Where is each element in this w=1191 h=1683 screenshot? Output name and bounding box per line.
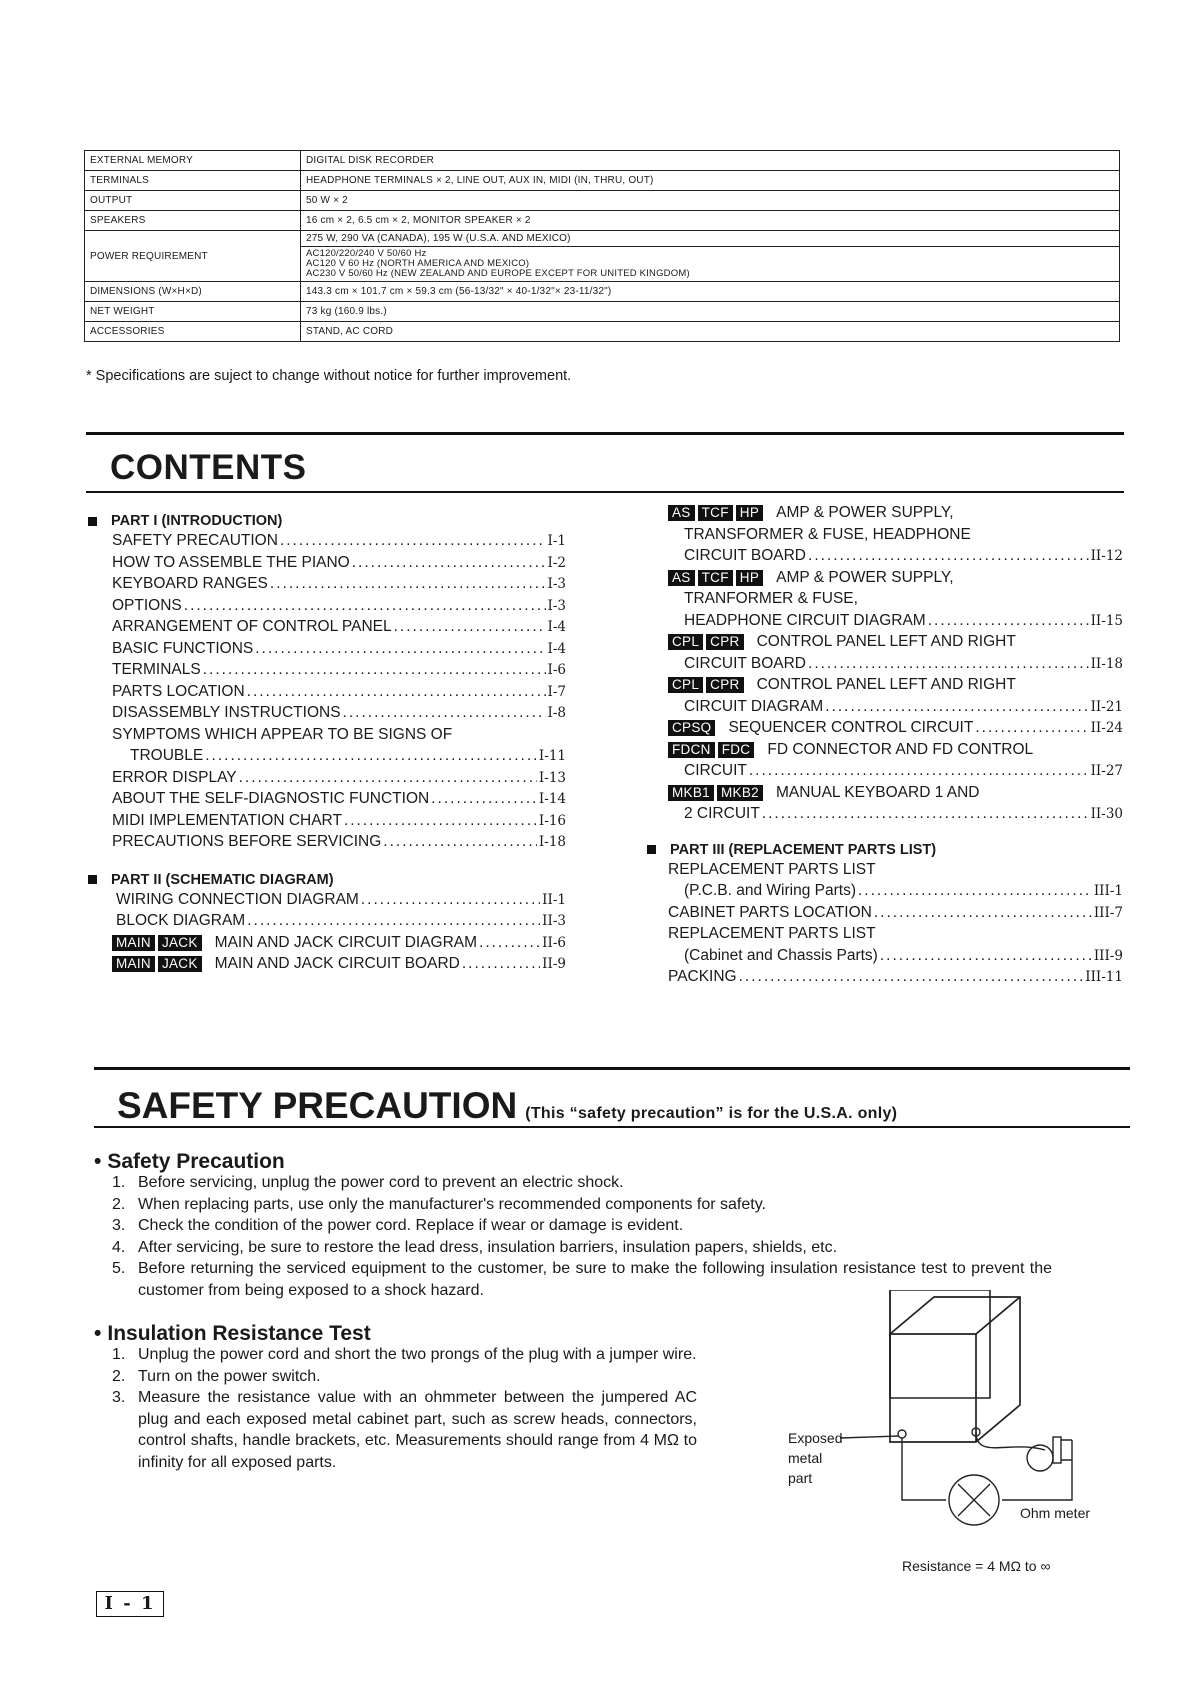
toc-leader-dots bbox=[825, 698, 1088, 716]
toc-leader-dots bbox=[247, 683, 546, 701]
toc-entry-title: 2 CIRCUIT bbox=[684, 805, 760, 822]
circuit-tag-badge: HP bbox=[736, 570, 763, 586]
spec-row-power bbox=[85, 231, 1120, 247]
toc-entry[interactable] bbox=[112, 726, 566, 748]
toc-part-heading bbox=[88, 510, 566, 532]
label-part: part bbox=[788, 1470, 813, 1486]
toc-entry-title: CIRCUIT BOARD bbox=[684, 654, 807, 672]
toc-part2-list bbox=[88, 891, 566, 977]
circuit-tag-badge: CPL bbox=[668, 677, 703, 693]
toc-entry-title: AMP & POWER SUPPLY, bbox=[776, 504, 954, 521]
toc-part2-circuits-list bbox=[668, 504, 1123, 827]
toc-leader-dots bbox=[975, 719, 1088, 737]
toc-leader-dots bbox=[383, 833, 537, 851]
step-item bbox=[112, 1215, 1052, 1237]
toc-entry-page: II-18 bbox=[1090, 655, 1123, 672]
toc-entry-title: BASIC FUNCTIONS bbox=[112, 639, 254, 657]
divider bbox=[94, 1067, 1130, 1070]
toc-entry-title: WIRING CONNECTION DIAGRAM bbox=[116, 890, 359, 908]
resistance-range: Resistance = 4 MΩ to ∞ bbox=[902, 1558, 1051, 1574]
toc-entry-page: II-9 bbox=[542, 956, 566, 972]
toc-entry-page: I-13 bbox=[538, 769, 566, 786]
toc-entry-page: I-4 bbox=[547, 619, 566, 635]
circuit-tags bbox=[668, 741, 757, 759]
circuit-tag-badge: FDC bbox=[718, 742, 755, 758]
circuit-tag-badge: TCF bbox=[698, 505, 733, 521]
step-text: Check the condition of the power cord. Replace if wear or damage is evident. bbox=[138, 1217, 684, 1234]
toc-entry-page: II-21 bbox=[1090, 698, 1123, 715]
toc-entry[interactable] bbox=[668, 698, 1123, 720]
toc-entry-page: I-6 bbox=[547, 662, 566, 678]
toc-entry-title: MAIN AND JACK CIRCUIT DIAGRAM bbox=[214, 933, 478, 951]
toc-entry[interactable] bbox=[112, 704, 566, 726]
circuit-tags bbox=[112, 955, 205, 973]
spec-value: 275 W, 290 VA (CANADA), 195 W (U.S.A. AND MEXICO) bbox=[301, 231, 1120, 247]
toc-entry-title: MAIN AND JACK CIRCUIT BOARD bbox=[214, 955, 460, 972]
toc-entry-title: CIRCUIT DIAGRAM bbox=[684, 697, 824, 715]
step-item bbox=[112, 1237, 1052, 1259]
circuit-tags bbox=[112, 934, 205, 952]
divider bbox=[86, 432, 1124, 435]
spec-value-multiline bbox=[301, 247, 1120, 282]
toc-entry-page: II-24 bbox=[1090, 720, 1123, 736]
toc-leader-dots bbox=[858, 882, 1092, 900]
toc-entry[interactable] bbox=[668, 882, 1123, 904]
spec-ac-line: AC120 V 60 Hz (NORTH AMERICA AND MEXICO) bbox=[306, 258, 530, 269]
toc-entry-page: I-16 bbox=[538, 812, 566, 829]
step-number: 4. bbox=[112, 1238, 126, 1256]
safety-title-text: SAFETY PRECAUTION bbox=[117, 1085, 518, 1126]
step-text: Measure the resistance value with an ohmmeter between the jumpered AC plug and each exposed metal cabinet part, such as screw heads, connectors, control shafts, handle brackets, etc. Measurements should range from 4 MΩ to infinity for all exposed parts. bbox=[138, 1389, 697, 1471]
toc-entry[interactable] bbox=[112, 640, 566, 662]
toc-leader-dots bbox=[479, 934, 540, 952]
circuit-tag-badge: AS bbox=[668, 505, 695, 521]
circuit-tag-badge: MAIN bbox=[112, 935, 155, 951]
spec-label: SPEAKERS bbox=[85, 211, 301, 231]
divider bbox=[86, 491, 1124, 493]
step-text: When replacing parts, use only the manufacturer's recommended components for safety. bbox=[138, 1195, 766, 1213]
circuit-tag-badge: CPR bbox=[706, 634, 743, 650]
toc-entry-page: II-6 bbox=[542, 934, 566, 951]
spec-row bbox=[85, 211, 1120, 231]
label-ohm-meter: Ohm meter bbox=[1020, 1505, 1091, 1521]
insulation-steps bbox=[112, 1344, 697, 1473]
toc-entry[interactable] bbox=[112, 575, 566, 597]
toc-entry-page: I-18 bbox=[538, 834, 566, 850]
toc-entry-title: TROUBLE bbox=[130, 747, 204, 764]
circuit-tag-badge: MAIN bbox=[112, 956, 155, 972]
toc-leader-dots bbox=[874, 904, 1092, 922]
toc-left-column bbox=[88, 510, 566, 977]
circuit-tag-badge: FDCN bbox=[668, 742, 715, 758]
circuit-tag-badge: MKB2 bbox=[717, 785, 763, 801]
divider bbox=[94, 1126, 1130, 1128]
toc-entry-title: TRANFORMER & FUSE, bbox=[684, 590, 858, 607]
toc-entry-page: I-3 bbox=[547, 597, 566, 614]
toc-entry-page: II-27 bbox=[1090, 763, 1123, 779]
circuit-tag-badge: HP bbox=[736, 505, 763, 521]
toc-entry-title: AMP & POWER SUPPLY, bbox=[776, 568, 954, 586]
step-text: Turn on the power switch. bbox=[138, 1367, 321, 1385]
step-number: 5. bbox=[112, 1260, 126, 1277]
toc-leader-dots bbox=[184, 597, 546, 615]
toc-entry-title: PACKING bbox=[668, 968, 737, 985]
toc-entry-page: I-4 bbox=[547, 640, 566, 657]
spec-value: 16 cm × 2, 6.5 cm × 2, MONITOR SPEAKER × 2 bbox=[301, 211, 1120, 231]
circuit-tag-badge: AS bbox=[668, 570, 695, 586]
label-metal: metal bbox=[788, 1450, 823, 1466]
toc-right-column bbox=[668, 504, 1123, 990]
toc-entry[interactable] bbox=[668, 784, 1123, 806]
specifications-table bbox=[84, 150, 1120, 342]
toc-part-heading bbox=[88, 869, 566, 891]
insulation-test-diagram bbox=[780, 1290, 1120, 1555]
circuit-tags bbox=[668, 719, 718, 737]
toc-leader-dots bbox=[749, 762, 1089, 780]
circuit-tag-badge: JACK bbox=[158, 935, 202, 951]
spec-row bbox=[85, 171, 1120, 191]
toc-entry[interactable] bbox=[668, 504, 1123, 526]
toc-entry[interactable] bbox=[112, 769, 566, 791]
step-text: After servicing, be sure to restore the lead dress, insulation barriers, insulation papers, shields, etc. bbox=[138, 1238, 838, 1256]
precaution-steps bbox=[112, 1172, 1052, 1301]
spec-row bbox=[85, 322, 1120, 342]
toc-leader-dots bbox=[247, 912, 540, 930]
circuit-tags bbox=[668, 569, 766, 587]
safety-title bbox=[117, 1085, 897, 1127]
toc-leader-dots bbox=[343, 704, 546, 722]
toc-entry[interactable] bbox=[668, 947, 1123, 969]
toc-entry-title: (P.C.B. and Wiring Parts) bbox=[684, 882, 856, 899]
toc-entry-page: II-15 bbox=[1090, 612, 1123, 629]
step-number: 3. bbox=[112, 1389, 126, 1406]
toc-entry[interactable] bbox=[112, 747, 566, 769]
step-number: 2. bbox=[112, 1367, 126, 1385]
toc-entry[interactable] bbox=[668, 904, 1123, 926]
toc-entry[interactable] bbox=[668, 805, 1123, 827]
toc-leader-dots bbox=[880, 947, 1092, 965]
toc-leader-dots bbox=[203, 661, 546, 679]
toc-entry-page: III-11 bbox=[1085, 969, 1123, 985]
toc-entry[interactable] bbox=[668, 676, 1123, 698]
square-bullet-icon bbox=[647, 845, 656, 854]
bullet-dot-icon: • bbox=[94, 1322, 102, 1345]
toc-entry-title: TERMINALS bbox=[112, 661, 201, 678]
toc-entry-title: OPTIONS bbox=[112, 596, 182, 614]
spec-note: * Specifications are suject to change without notice for further improvement. bbox=[86, 368, 572, 384]
toc-entry-title: SAFETY PRECAUTION bbox=[112, 532, 278, 549]
step-text: Before servicing, unplug the power cord to prevent an electric shock. bbox=[138, 1174, 624, 1191]
toc-entry[interactable] bbox=[112, 955, 566, 977]
spec-label: NET WEIGHT bbox=[85, 302, 301, 322]
circuit-tags bbox=[668, 784, 766, 802]
spec-label: OUTPUT bbox=[85, 191, 301, 211]
toc-entry[interactable] bbox=[112, 554, 566, 576]
spec-row bbox=[85, 282, 1120, 302]
contents-title: CONTENTS bbox=[110, 448, 307, 487]
toc-part1-list bbox=[88, 532, 566, 855]
section-heading bbox=[94, 1322, 371, 1346]
toc-entry-title: REPLACEMENT PARTS LIST bbox=[668, 860, 876, 878]
toc-part-title: PART III (REPLACEMENT PARTS LIST) bbox=[670, 841, 937, 858]
toc-entry-title: CONTROL PANEL LEFT AND RIGHT bbox=[756, 676, 1016, 693]
toc-entry[interactable] bbox=[668, 741, 1123, 763]
spec-row bbox=[85, 302, 1120, 322]
toc-entry-title: DISASSEMBLY INSTRUCTIONS bbox=[112, 704, 341, 721]
toc-entry-title: BLOCK DIAGRAM bbox=[116, 912, 246, 929]
circuit-tag-badge: MKB1 bbox=[668, 785, 714, 801]
toc-entry-page: II-30 bbox=[1090, 806, 1123, 822]
toc-entry[interactable] bbox=[116, 891, 566, 913]
spec-label: DIMENSIONS (W×H×D) bbox=[85, 282, 301, 302]
spec-ac-line: AC120/220/240 V 50/60 Hz bbox=[306, 248, 427, 259]
step-text: Unplug the power cord and short the two prongs of the plug with a jumper wire. bbox=[138, 1346, 697, 1363]
spec-value: STAND, AC CORD bbox=[301, 322, 1120, 342]
spec-label: POWER REQUIREMENT bbox=[85, 231, 301, 282]
section-heading-text: Insulation Resistance Test bbox=[107, 1322, 371, 1345]
circuit-tags bbox=[668, 504, 766, 522]
toc-entry-title: CABINET PARTS LOCATION bbox=[668, 903, 872, 921]
toc-entry-title: CONTROL PANEL LEFT AND RIGHT bbox=[756, 633, 1016, 650]
toc-entry[interactable] bbox=[112, 683, 566, 705]
spec-label: EXTERNAL MEMORY bbox=[85, 151, 301, 171]
toc-entry-title: ARRANGEMENT OF CONTROL PANEL bbox=[112, 618, 392, 635]
toc-entry-page: I-8 bbox=[547, 705, 566, 721]
toc-entry[interactable] bbox=[668, 925, 1123, 947]
toc-entry-title: ABOUT THE SELF-DIAGNOSTIC FUNCTION bbox=[112, 790, 430, 807]
toc-entry[interactable] bbox=[112, 618, 566, 640]
step-text: Before returning the serviced equipment to the customer, be sure to make the following insulation resistance test to prevent the customer from being exposed to a shock hazard. bbox=[138, 1260, 1052, 1299]
toc-part3-list bbox=[668, 861, 1123, 990]
toc-leader-dots bbox=[808, 655, 1089, 673]
spec-row bbox=[85, 191, 1120, 211]
step-item bbox=[112, 1344, 697, 1366]
section-heading bbox=[94, 1150, 285, 1174]
toc-entry[interactable] bbox=[668, 547, 1123, 569]
toc-entry-page: II-12 bbox=[1090, 548, 1123, 564]
toc-leader-dots bbox=[352, 554, 546, 572]
toc-entry[interactable] bbox=[112, 833, 566, 855]
toc-entry-continued bbox=[668, 590, 1123, 612]
toc-entry-title: ERROR DISPLAY bbox=[112, 768, 237, 786]
toc-leader-dots bbox=[394, 618, 546, 636]
toc-entry[interactable] bbox=[668, 861, 1123, 883]
cabinet-box-icon bbox=[890, 1297, 1020, 1442]
toc-entry-page: I-3 bbox=[547, 576, 566, 592]
bullet-dot-icon: • bbox=[94, 1150, 102, 1173]
section-heading-text: Safety Precaution bbox=[107, 1150, 285, 1173]
toc-entry-title: MANUAL KEYBOARD 1 AND bbox=[775, 783, 980, 801]
toc-entry-page: I-11 bbox=[538, 748, 566, 764]
circuit-tag-badge: CPL bbox=[668, 634, 703, 650]
toc-entry-title: SYMPTOMS WHICH APPEAR TO BE SIGNS OF bbox=[112, 725, 453, 743]
toc-part-heading bbox=[647, 839, 1123, 861]
spec-ac-line: AC230 V 50/60 Hz (NEW ZEALAND AND EUROPE EXCEPT FOR UNITED KINGDOM) bbox=[306, 268, 690, 279]
toc-leader-dots bbox=[928, 612, 1089, 630]
toc-entry-title: CIRCUIT BOARD bbox=[684, 547, 807, 564]
toc-entry-title: HEADPHONE CIRCUIT DIAGRAM bbox=[684, 611, 926, 629]
spec-value: 50 W × 2 bbox=[301, 191, 1120, 211]
toc-leader-dots bbox=[361, 891, 540, 909]
toc-leader-dots bbox=[255, 640, 545, 658]
toc-entry-page: I-7 bbox=[547, 683, 566, 700]
toc-entry-title: (Cabinet and Chassis Parts) bbox=[684, 946, 878, 964]
spec-value: DIGITAL DISK RECORDER bbox=[301, 151, 1120, 171]
toc-entry-page: III-9 bbox=[1093, 947, 1123, 964]
square-bullet-icon bbox=[88, 875, 97, 884]
toc-entry-title: CIRCUIT bbox=[684, 762, 747, 779]
toc-entry-title: HOW TO ASSEMBLE THE PIANO bbox=[112, 553, 350, 571]
toc-entry[interactable] bbox=[668, 655, 1123, 677]
toc-entry-title: TRANSFORMER & FUSE, HEADPHONE bbox=[684, 525, 971, 543]
toc-entry-title: REPLACEMENT PARTS LIST bbox=[668, 925, 876, 942]
toc-leader-dots bbox=[808, 547, 1089, 565]
step-number: 1. bbox=[112, 1346, 126, 1363]
toc-entry[interactable] bbox=[112, 934, 566, 956]
square-bullet-icon bbox=[88, 517, 97, 526]
spec-value: 143.3 cm × 101.7 cm × 59.3 cm (56-13/32" × 40-1/32"× 23-11/32") bbox=[301, 282, 1120, 302]
spec-label: ACCESSORIES bbox=[85, 322, 301, 342]
page-number: I - 1 bbox=[96, 1591, 164, 1617]
circuit-tags bbox=[668, 676, 747, 694]
toc-entry[interactable] bbox=[668, 633, 1123, 655]
toc-entry-page: I-14 bbox=[538, 791, 566, 807]
toc-entry-title: FD CONNECTOR AND FD CONTROL bbox=[767, 740, 1034, 758]
toc-part-title: PART I (INTRODUCTION) bbox=[111, 513, 283, 529]
toc-entry-title: PARTS LOCATION bbox=[112, 682, 245, 700]
toc-entry[interactable] bbox=[668, 968, 1123, 990]
spec-label: TERMINALS bbox=[85, 171, 301, 191]
spec-value: HEADPHONE TERMINALS × 2, LINE OUT, AUX IN, MIDI (IN, THRU, OUT) bbox=[301, 171, 1120, 191]
toc-entry[interactable] bbox=[116, 912, 566, 934]
step-item bbox=[112, 1172, 1052, 1194]
circuit-tag-badge: TCF bbox=[698, 570, 733, 586]
toc-entry[interactable] bbox=[112, 812, 566, 834]
toc-entry-continued bbox=[668, 526, 1123, 548]
toc-leader-dots bbox=[239, 769, 537, 787]
toc-entry[interactable] bbox=[112, 790, 566, 812]
toc-entry-title: MIDI IMPLEMENTATION CHART bbox=[112, 811, 342, 829]
spec-row bbox=[85, 151, 1120, 171]
toc-leader-dots bbox=[739, 968, 1084, 986]
toc-leader-dots bbox=[431, 790, 537, 808]
toc-leader-dots bbox=[270, 575, 546, 593]
toc-leader-dots bbox=[762, 805, 1089, 823]
toc-entry-title: PRECAUTIONS BEFORE SERVICING bbox=[112, 833, 382, 850]
step-number: 3. bbox=[112, 1217, 126, 1234]
circuit-tags bbox=[668, 633, 747, 651]
circuit-tag-badge: CPR bbox=[706, 677, 743, 693]
toc-entry-title: SEQUENCER CONTROL CIRCUIT bbox=[728, 719, 974, 736]
step-number: 2. bbox=[112, 1195, 126, 1213]
spec-value: 73 kg (160.9 lbs.) bbox=[301, 302, 1120, 322]
toc-entry-page: III-7 bbox=[1093, 904, 1123, 921]
toc-entry-page: I-1 bbox=[547, 533, 566, 549]
toc-entry[interactable] bbox=[668, 762, 1123, 784]
toc-entry[interactable] bbox=[668, 719, 1123, 741]
toc-leader-dots bbox=[344, 812, 537, 830]
safety-subtitle: (This “safety precaution” is for the U.S.A. only) bbox=[525, 1105, 898, 1122]
circuit-tag-badge: JACK bbox=[158, 956, 202, 972]
toc-entry[interactable] bbox=[112, 661, 566, 683]
toc-leader-dots bbox=[205, 747, 537, 765]
circuit-tag-badge: CPSQ bbox=[668, 720, 715, 736]
step-item bbox=[112, 1194, 1052, 1216]
toc-entry[interactable] bbox=[668, 612, 1123, 634]
toc-entry-page: II-3 bbox=[542, 913, 566, 929]
toc-entry[interactable] bbox=[112, 597, 566, 619]
toc-leader-dots bbox=[462, 955, 540, 973]
toc-leader-dots bbox=[280, 532, 546, 550]
toc-entry[interactable] bbox=[112, 532, 566, 554]
toc-entry-page: III-1 bbox=[1093, 883, 1123, 899]
step-number: 1. bbox=[112, 1174, 126, 1191]
toc-entry-page: I-2 bbox=[547, 554, 566, 571]
toc-entry[interactable] bbox=[668, 569, 1123, 591]
step-item bbox=[112, 1387, 697, 1473]
toc-entry-title: KEYBOARD RANGES bbox=[112, 575, 268, 592]
toc-part-title: PART II (SCHEMATIC DIAGRAM) bbox=[111, 871, 334, 888]
label-exposed: Exposed bbox=[788, 1430, 843, 1446]
toc-entry-page: II-1 bbox=[542, 891, 566, 908]
step-item bbox=[112, 1366, 697, 1388]
